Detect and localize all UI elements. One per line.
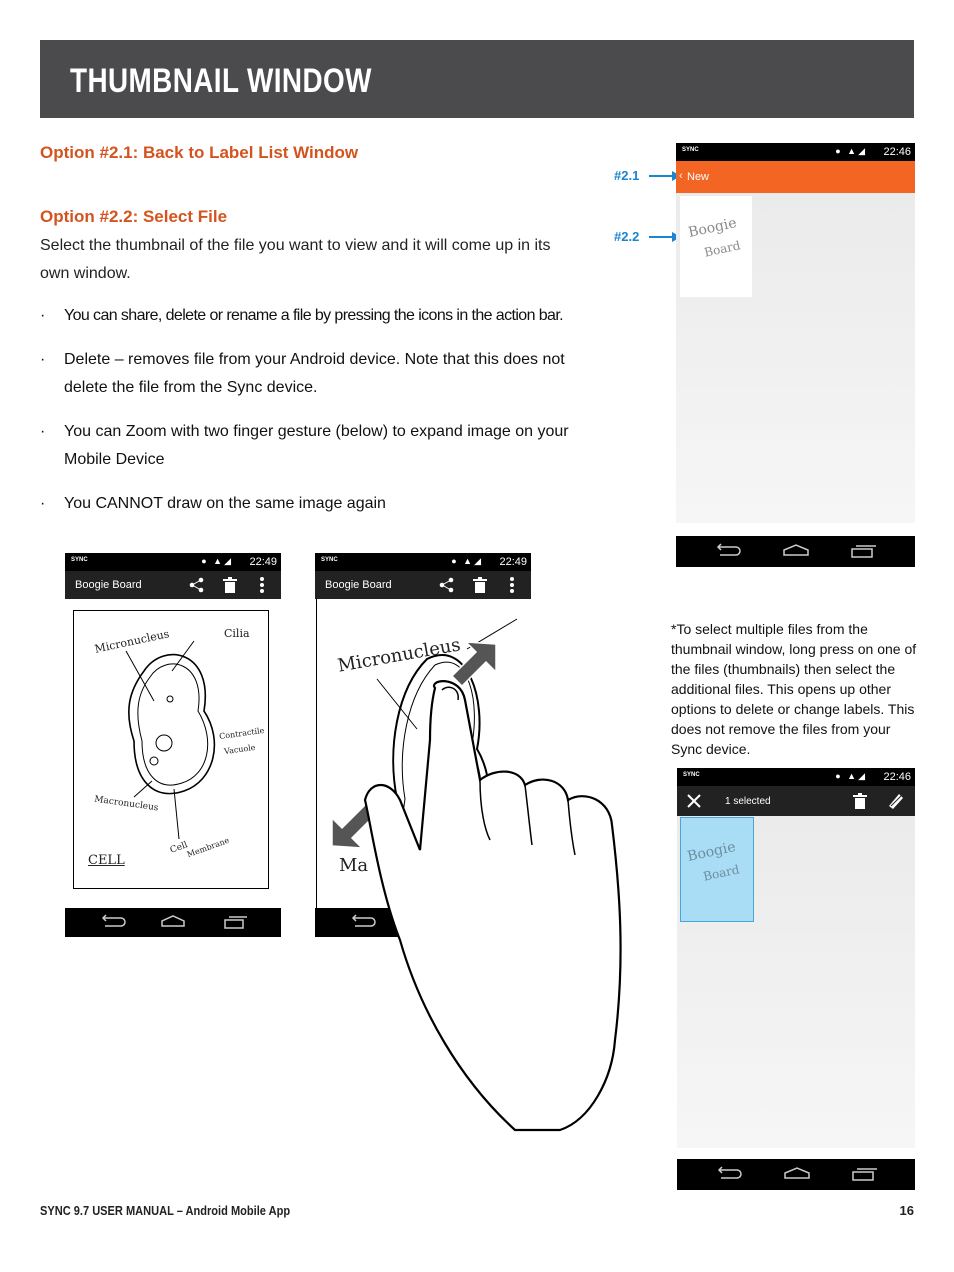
home-icon: [784, 545, 808, 555]
drawing-label: Cell: [168, 840, 190, 856]
share-icon[interactable]: [189, 577, 205, 593]
selected-count: 1 selected: [725, 796, 771, 807]
status-bar: [677, 768, 915, 786]
drawing-canvas: [73, 610, 269, 889]
delete-icon[interactable]: [853, 793, 867, 809]
drawing-label: Membrane: [185, 835, 231, 860]
zoom-arrow-icon: [452, 642, 496, 686]
file-thumbnail[interactable]: [680, 196, 752, 297]
drawing-label: Micronucleus: [93, 627, 171, 656]
option-22-heading: Option #2.2: Select File: [40, 207, 228, 226]
thumb-text: Board: [701, 862, 741, 884]
bullet-text: You CANNOT draw on the same image again: [64, 495, 386, 512]
callout-2-2: #2.2: [614, 229, 640, 244]
back-icon: [718, 544, 740, 555]
back-chevron-icon[interactable]: ‹: [679, 170, 683, 182]
bullet-text: You can Zoom with two finger gesture (below) to expand image on your Mobile Device: [64, 423, 569, 468]
bullet-item: [40, 346, 610, 402]
bullet-list: [40, 302, 610, 534]
status-icons: ● ▲◢: [451, 556, 483, 566]
overflow-menu-icon[interactable]: [509, 576, 515, 594]
selected-file-thumbnail[interactable]: [680, 817, 754, 922]
footer-title: SYNC 9.7 USER MANUAL – Android Mobile App: [40, 1203, 291, 1218]
thumb-text: Board: [702, 238, 742, 260]
bullet-item: [40, 302, 610, 330]
bullet-marker: ·: [40, 307, 45, 324]
drawing-label: Macronucleus: [93, 794, 159, 814]
bullet-marker: ·: [40, 351, 46, 368]
status-time: 22:46: [883, 771, 911, 783]
pinch-zoom-gesture-illustration: [320, 640, 650, 1140]
status-brand: SYNC: [683, 772, 700, 778]
drawing-label: CELL: [88, 853, 125, 868]
drawing-label: Ma: [339, 855, 369, 876]
status-icons: ● ▲◢: [835, 146, 867, 156]
bullet-marker: ·: [40, 495, 46, 512]
status-icons: ● ▲◢: [201, 556, 233, 566]
home-icon: [162, 916, 184, 926]
page-title: THUMBNAIL WINDOW: [70, 62, 372, 100]
bullet-marker: ·: [40, 423, 46, 440]
viewer-title: Boogie Board: [325, 579, 392, 591]
drawing-label: Micronucleus: [336, 634, 463, 677]
drawing-label: Cilia: [224, 627, 250, 640]
status-bar: [65, 553, 281, 571]
status-brand: SYNC: [321, 557, 338, 563]
bullet-text: You can share, delete or rename a file by pressing the icons in the action bar.: [64, 307, 564, 324]
status-icons: ● ▲◢: [835, 771, 867, 781]
action-bar: [676, 161, 915, 193]
drawing-label: Vacuole: [223, 742, 257, 757]
recents-icon: [853, 1172, 873, 1180]
back-icon: [719, 1167, 741, 1178]
share-icon[interactable]: [439, 577, 455, 593]
status-brand: SYNC: [71, 557, 88, 563]
recents-icon: [225, 920, 243, 928]
drawing-label: Contractile: [218, 725, 265, 742]
page-number: 16: [899, 1203, 914, 1218]
bullet-item: [40, 490, 610, 518]
callout-2-1: #2.1: [614, 168, 640, 183]
home-icon: [785, 1168, 809, 1178]
page-header: [40, 40, 914, 118]
status-brand: SYNC: [682, 147, 699, 153]
multi-select-note: *To select multiple files from the thumbnail window, long press on one of the files (thumbnails) then select the additional files. This opens up other options to delete or change labels. This does not remove the files from your Sync device.: [671, 621, 917, 757]
overflow-menu-icon[interactable]: [259, 576, 265, 594]
phone-viewer-1: [65, 553, 281, 908]
option-21-heading: Option #2.1: Back to Label List Window: [40, 143, 359, 162]
action-bar: [65, 571, 281, 599]
label-edit-icon[interactable]: [887, 792, 905, 810]
status-bar: [676, 143, 915, 161]
contextual-action-bar: [677, 786, 915, 816]
thumb-text: Boogie: [685, 839, 738, 865]
nav-bar: [65, 908, 281, 937]
bullet-item: [40, 418, 610, 474]
status-bar: [315, 553, 531, 571]
delete-icon[interactable]: [473, 577, 487, 593]
phone-thumbnail-window: [676, 143, 915, 523]
action-bar: [315, 571, 531, 599]
status-time: 22:49: [249, 556, 277, 568]
recents-icon: [852, 549, 872, 557]
bullet-text: Delete – removes file from your Android device. Note that this does not delete the file from the Sync device.: [64, 351, 565, 396]
phone-selection-mode: [677, 768, 915, 1148]
back-icon: [103, 915, 125, 926]
option-22-intro: Select the thumbnail of the file you want to view and it will come up in its own window.: [40, 237, 551, 282]
back-label[interactable]: New: [687, 171, 710, 183]
close-icon[interactable]: [687, 794, 701, 808]
nav-bar: [676, 536, 915, 567]
viewer-title: Boogie Board: [75, 579, 142, 591]
nav-bar: [677, 1159, 915, 1190]
thumb-text: Boogie: [686, 215, 739, 241]
status-time: 22:46: [883, 146, 911, 158]
status-time: 22:49: [499, 556, 527, 568]
delete-icon[interactable]: [223, 577, 237, 593]
